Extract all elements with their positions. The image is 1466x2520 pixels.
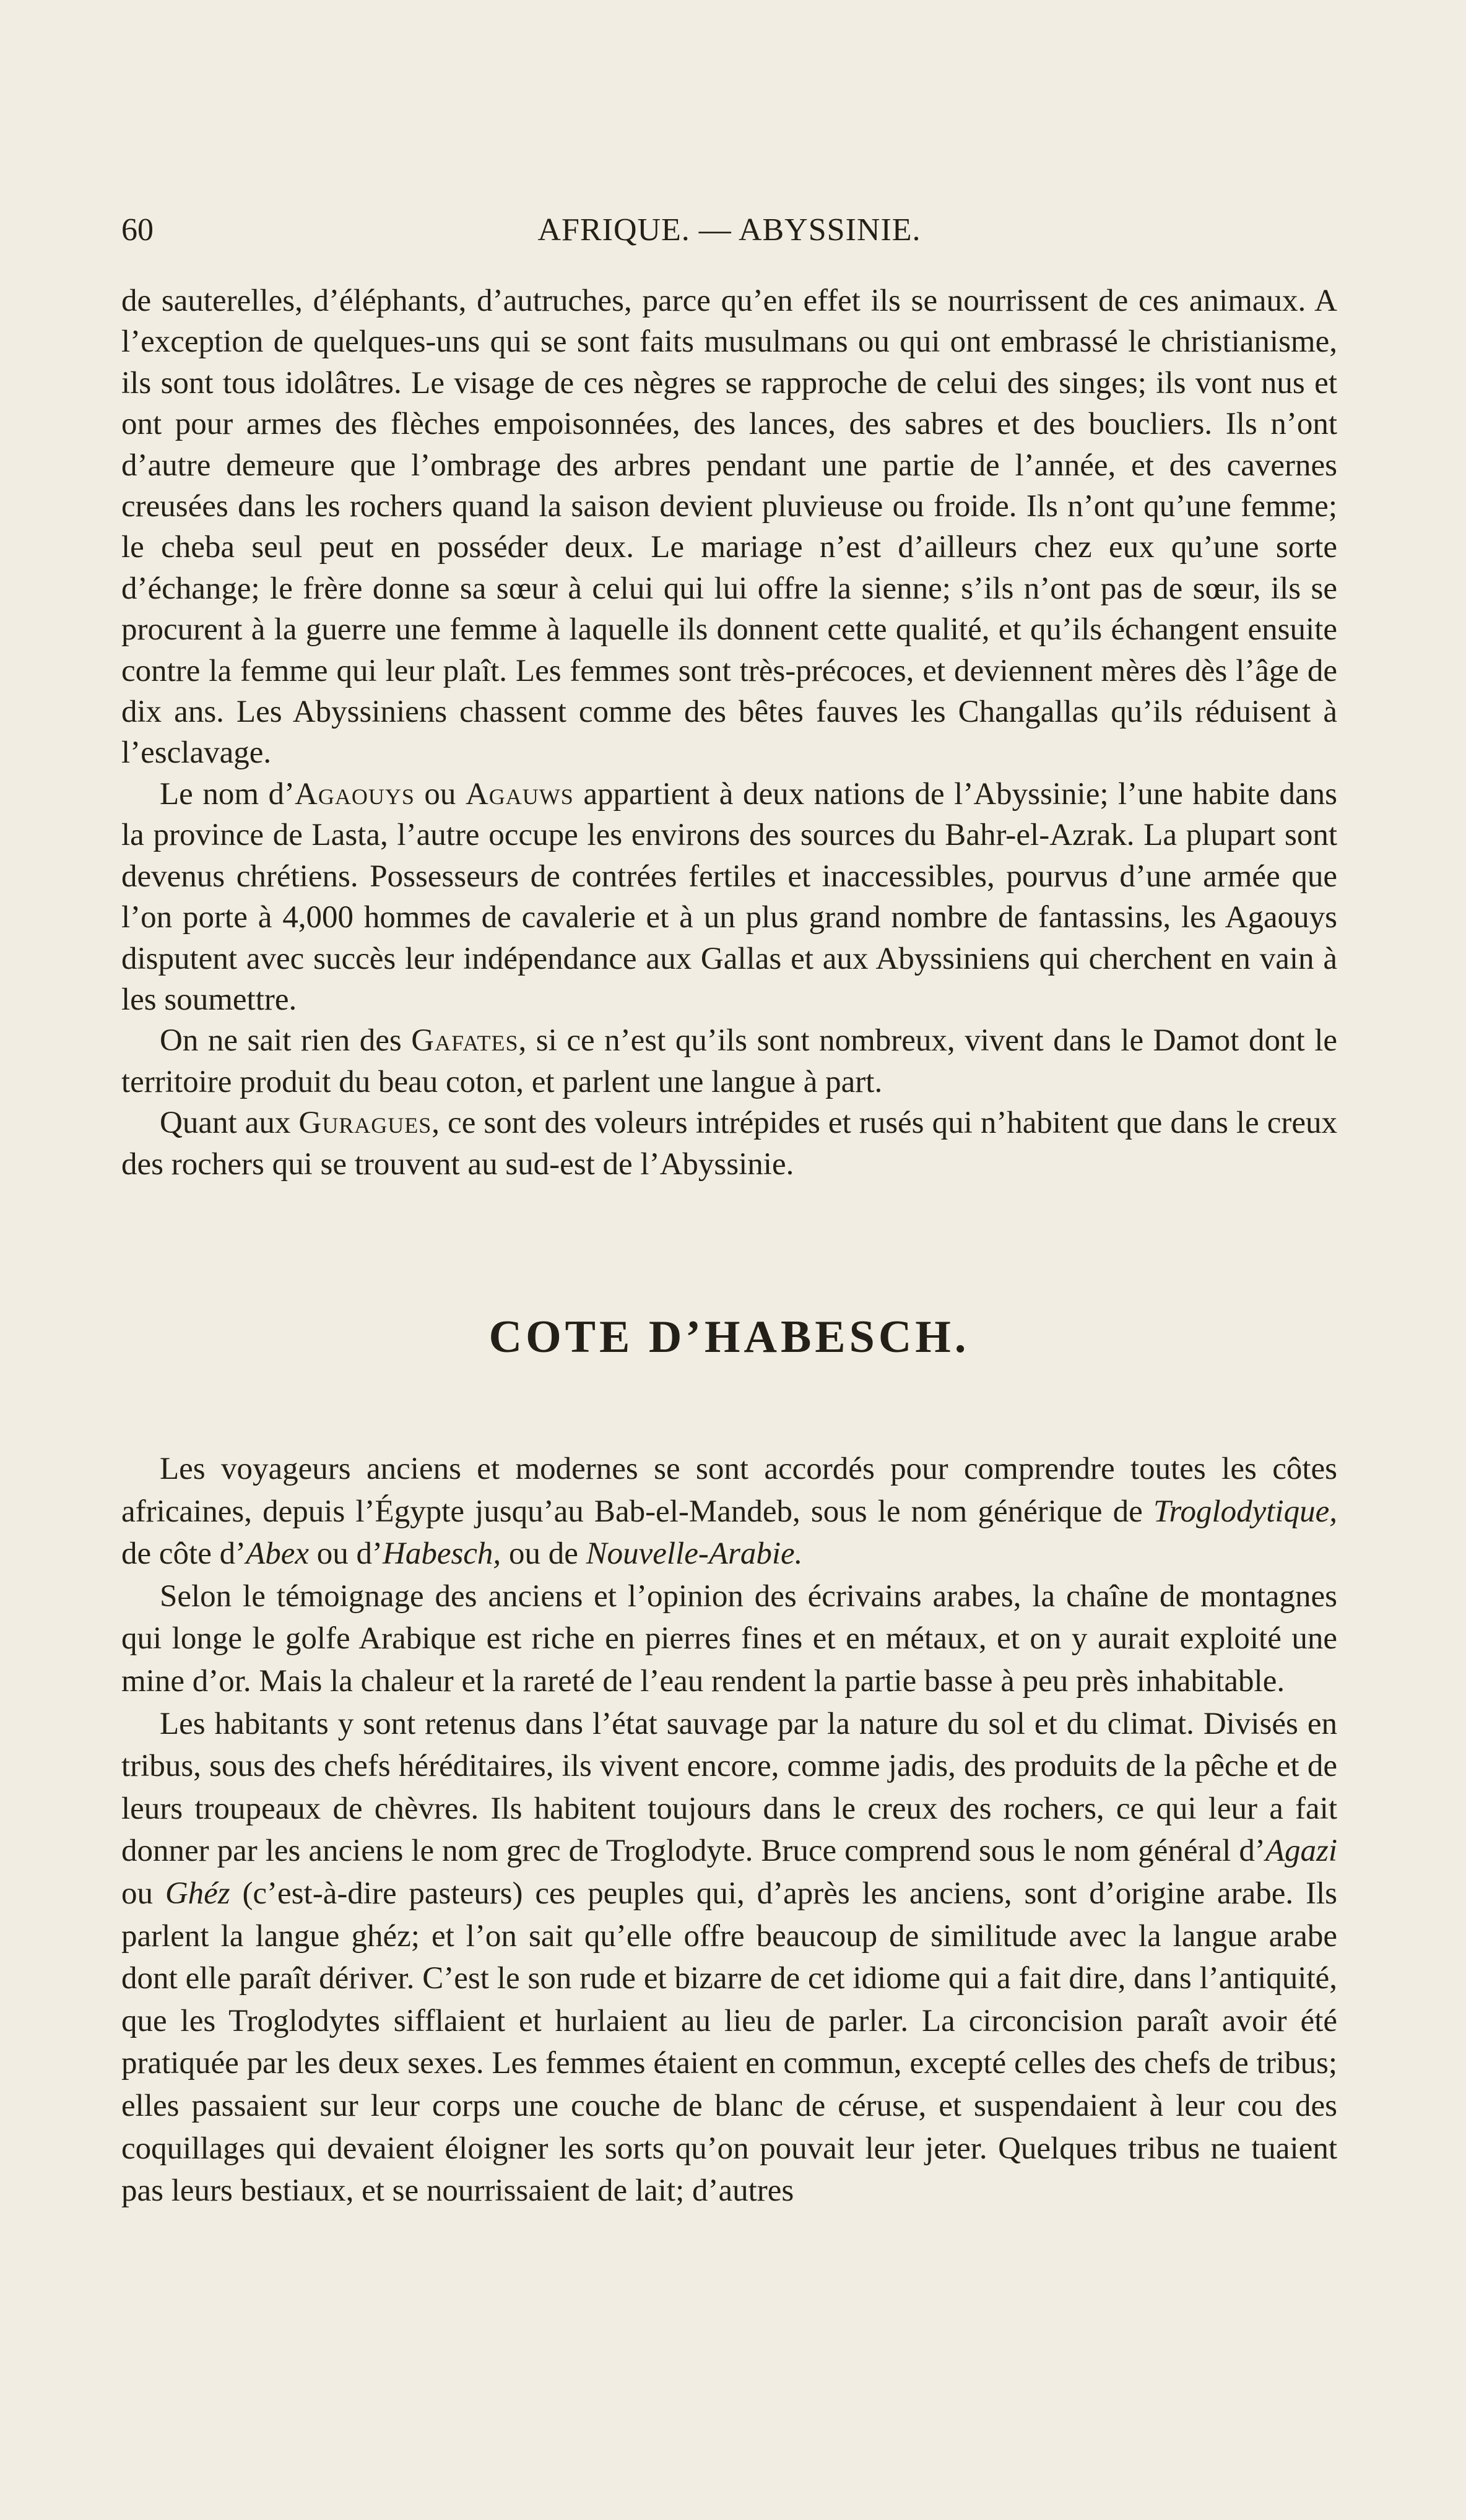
page-number: 60 xyxy=(121,212,154,248)
small-caps-term: Gafates xyxy=(411,1023,519,1059)
paragraph-text: Le nom d’ xyxy=(160,776,295,812)
running-head: AFRIQUE. — ABYSSINIE. xyxy=(537,212,921,248)
text-block-upper xyxy=(121,280,1337,1185)
paragraph-agaouys xyxy=(121,774,1337,1020)
paragraph-text: Les habitants y sont retenus dans l’état sauvage par la nature du sol et du climat. Divisés en tribus, sous des chefs héréditaires, ils vivent encore, comme jadis, des produits de la pêche et de leurs troupeaux de chèvres. Ils habitent toujours dans le creux des rochers, ce qui leur a fait donner par les anciens le nom grec de Troglodyte. Bruce comprend sous le nom général d’ xyxy=(121,1706,1337,1869)
paragraph-text: (c’est-à-dire pasteurs) ces peuples qui, d’après les anciens, sont d’origine arabe. Ils parlent la langue ghéz; et l’on sait qu’elle offre beaucoup de similitude avec la langue arabe dont elle paraît dériver. C’est le son rude et bizarre de cet idiome qui a fait dire, dans l’antiquité, que les Troglodytes sifflaient et hurlaient au lieu de parler. La circoncision paraît avoir été pratiquée par les deux sexes. Les femmes étaient en commun, excepté celles des chefs de tribus; elles passaient sur leur corps une couche de blanc de céruse, et suspendaient à leur cou des coquillages qui devaient éloigner les sorts qu’on pouvait leur jeter. Quelques tribus ne tuaient pas leurs bestiaux, et se nourrissaient de lait; d’autres xyxy=(121,1876,1337,2209)
italic-term: Troglodytique, xyxy=(1153,1494,1337,1529)
paragraph-text: Les voyageurs anciens et modernes se sont accordés pour comprendre toutes les côtes africaines, depuis l’Égypte jusqu’au Bab-el-Mandeb, sous le nom générique de xyxy=(121,1452,1337,1529)
paragraph-text: Selon le témoignage des anciens et l’opinion des écrivains arabes, la chaîne de montagnes qui longe le golfe Arabique est riche en pierres fines et en métaux, et on y aurait exploité une mine d’or. Mais la chaleur et la rareté de l’eau rendent la partie basse à peu près inhabitable. xyxy=(121,1578,1337,1699)
paragraph-text: ou d’ xyxy=(309,1536,383,1572)
italic-term: Abex xyxy=(246,1536,309,1572)
small-caps-term: Agaouys xyxy=(295,776,415,812)
paragraph-text: ou xyxy=(121,1876,165,1911)
paragraph-temoignage xyxy=(121,1575,1337,1703)
paragraph-text: Quant aux xyxy=(160,1106,299,1141)
paragraph-guragues xyxy=(121,1102,1337,1185)
paragraph-sauterelles xyxy=(121,280,1337,774)
text-block-section xyxy=(121,1448,1337,2212)
paragraph-voyageurs xyxy=(121,1448,1337,1575)
small-caps-term: Guragues xyxy=(298,1106,432,1141)
small-caps-term: Agauws xyxy=(465,776,574,812)
italic-term: Nouvelle-Arabie. xyxy=(586,1536,803,1572)
paragraph-text: de sauterelles, d’éléphants, d’autruches, parce qu’en effet ils se nourrissent de ces animaux. A l’exception de quelques-uns qui se sont faits musulmans ou qui ont embrassé le christianisme, ils sont tous idolâtres. Le visage de ces nègres se rapproche de celui des singes; ils vont nus et ont pour armes des flèches empoisonnées, des lances, des sabres et des boucliers. Ils n’ont d’autre demeure que l’ombrage des arbres pendant une partie de l’année, et des cavernes creusées dans les rochers quand la saison devient pluvieuse ou froide. Ils n’ont qu’une femme; le cheba seul peut en posséder deux. Le mariage n’est d’ailleurs chez eux qu’une sorte d’échange; le frère donne sa sœur à celui qui lui offre la sienne; s’ils n’ont pas de sœur, ils se procurent à la guerre une femme à laquelle ils donnent cette qualité, et qu’ils échangent ensuite contre la femme qui leur plaît. Les femmes sont très-précoces, et deviennent mères dès l’âge de dix ans. Les Abyssiniens chassent comme des bêtes fauves les Changallas qu’ils réduisent à l’esclavage. xyxy=(121,284,1337,771)
section-title: COTE D’HABESCH. xyxy=(488,1312,970,1362)
paragraph-text: appartient à deux nations de l’Abyssinie; l’une habite dans la province de Lasta, l’autre occupe les environs des sources du Bahr-el-Azrak. La plupart sont devenus chrétiens. Possesseurs de contrées fertiles et inaccessibles, pourvus d’une armée que l’on porte à 4,000 hommes de cavalerie et à un plus grand nombre de fantassins, les Agaouys disputent avec succès leur indépendance aux Gallas et aux Abyssiniens qui cherchent en vain à les soumettre. xyxy=(121,776,1338,1017)
page-header xyxy=(121,206,1337,255)
paragraph-text: , ce sont des voleurs intrépides et rusés qui n’habitent que dans le creux des rochers qui se trouvent au sud-est de l’Abyssinie. xyxy=(121,1106,1337,1182)
paragraph-text: On ne sait rien des xyxy=(160,1023,412,1059)
paragraph-text: , si ce n’est qu’ils sont nombreux, vivent dans le Damot dont le territoire produit du beau coton, et parlent une langue à part. xyxy=(121,1023,1337,1099)
italic-term: Ghéz xyxy=(165,1876,230,1911)
paragraph-text: de côte d’ xyxy=(121,1536,246,1572)
italic-term: Habesch, xyxy=(382,1536,501,1572)
paragraph-gafates xyxy=(121,1020,1337,1102)
paragraph-text: ou de xyxy=(501,1536,586,1572)
paragraph-habitants xyxy=(121,1703,1337,2212)
italic-term: Agazi xyxy=(1265,1834,1337,1869)
paragraph-text: ou xyxy=(414,776,466,812)
